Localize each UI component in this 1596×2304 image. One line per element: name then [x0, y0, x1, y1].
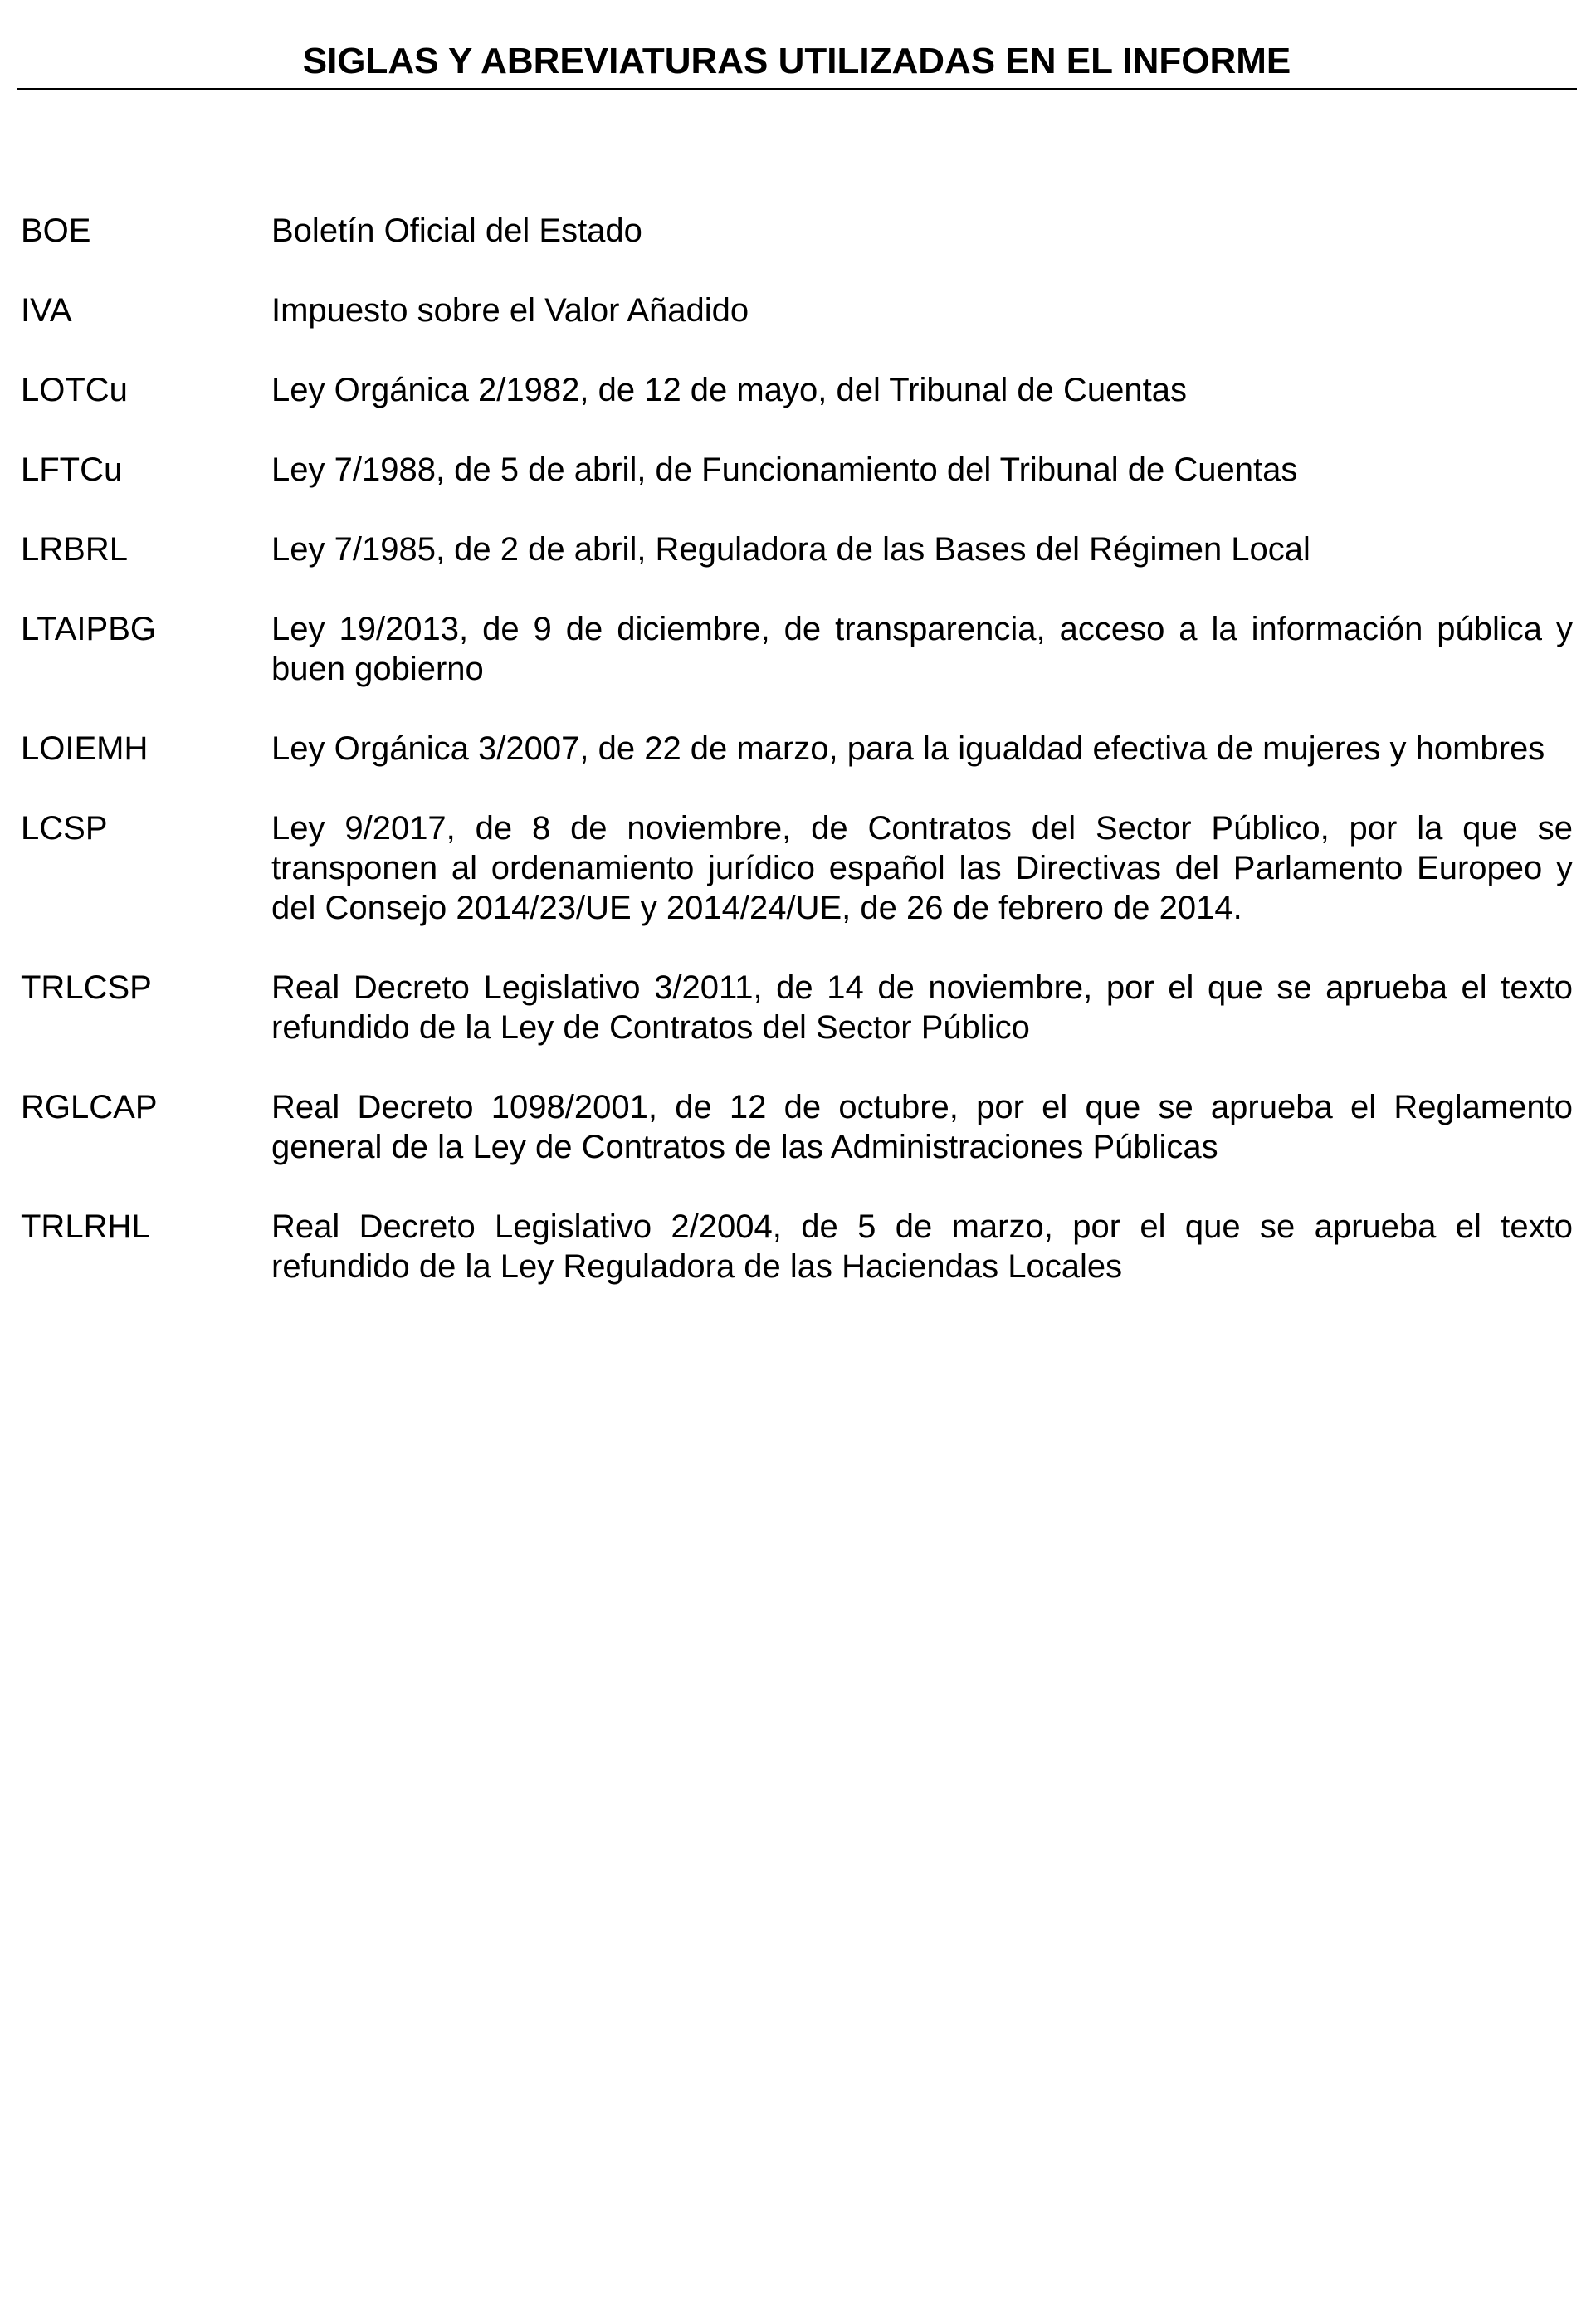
page-title: SIGLAS Y ABREVIATURAS UTILIZADAS EN EL INFORME	[302, 41, 1291, 81]
abbreviation: TRLRHL	[21, 1208, 150, 1245]
abbreviation-entry-trlcsp	[21, 968, 1573, 1047]
abbreviation-definition: Ley Orgánica 3/2007, de 22 de marzo, para la igualdad efectiva de mujeres y hombres	[271, 730, 1545, 767]
abbreviations-list	[21, 211, 1573, 1326]
abbreviation: IVA	[21, 292, 72, 329]
abbreviation-definition: Boletín Oficial del Estado	[271, 212, 642, 249]
abbreviation-definition: Real Decreto 1098/2001, de 12 de octubre, por el que se aprueba el Reglamento general de la Ley de Contratos de las Administraciones Públicas	[271, 1089, 1573, 1165]
abbreviation: LFTCu	[21, 452, 123, 488]
abbreviation: TRLCSP	[21, 969, 152, 1006]
abbreviation-entry-ltaipbg	[21, 609, 1573, 689]
abbreviation-definition: Ley 9/2017, de 8 de noviembre, de Contratos del Sector Público, por la que se transponen al ordenamiento jurídico español las Directivas del Parlamento Europeo y del Consejo 2014/23/UE y 2014/24/UE, de 26 de febrero de 2014.	[271, 810, 1573, 926]
title-divider	[17, 88, 1577, 90]
abbreviation-definition: Ley 7/1988, de 5 de abril, de Funcionamiento del Tribunal de Cuentas	[271, 452, 1298, 488]
abbreviation: RGLCAP	[21, 1089, 158, 1125]
abbreviation: LCSP	[21, 810, 108, 847]
abbreviation-definition: Impuesto sobre el Valor Añadido	[271, 292, 749, 329]
abbreviation-entry-lotcu	[21, 370, 1573, 410]
abbreviation-entry-loiemh	[21, 729, 1573, 769]
abbreviation-definition: Ley 7/1985, de 2 de abril, Reguladora de las Bases del Régimen Local	[271, 531, 1310, 568]
abbreviation-entry-iva	[21, 290, 1573, 330]
abbreviation-definition: Real Decreto Legislativo 3/2011, de 14 de noviembre, por el que se aprueba el texto refundido de la Ley de Contratos del Sector Público	[271, 969, 1573, 1046]
abbreviation-entry-lftcu	[21, 450, 1573, 490]
abbreviation: BOE	[21, 212, 91, 249]
abbreviation-entry-lcsp	[21, 808, 1573, 928]
abbreviation-entry-trlrhl	[21, 1207, 1573, 1286]
abbreviation: LOIEMH	[21, 730, 149, 767]
abbreviation: LTAIPBG	[21, 611, 157, 647]
abbreviation-definition: Real Decreto Legislativo 2/2004, de 5 de marzo, por el que se aprueba el texto refundido de la Ley Reguladora de las Haciendas Locales	[271, 1208, 1573, 1285]
abbreviation-definition: Ley 19/2013, de 9 de diciembre, de transparencia, acceso a la información pública y buen gobierno	[271, 611, 1573, 687]
abbreviation-definition: Ley Orgánica 2/1982, de 12 de mayo, del Tribunal de Cuentas	[271, 372, 1187, 408]
abbreviation-entry-lrbrl	[21, 530, 1573, 569]
abbreviation: LOTCu	[21, 372, 128, 408]
abbreviation-entry-rglcap	[21, 1087, 1573, 1167]
abbreviation-entry-boe	[21, 211, 1573, 251]
abbreviation: LRBRL	[21, 531, 128, 568]
